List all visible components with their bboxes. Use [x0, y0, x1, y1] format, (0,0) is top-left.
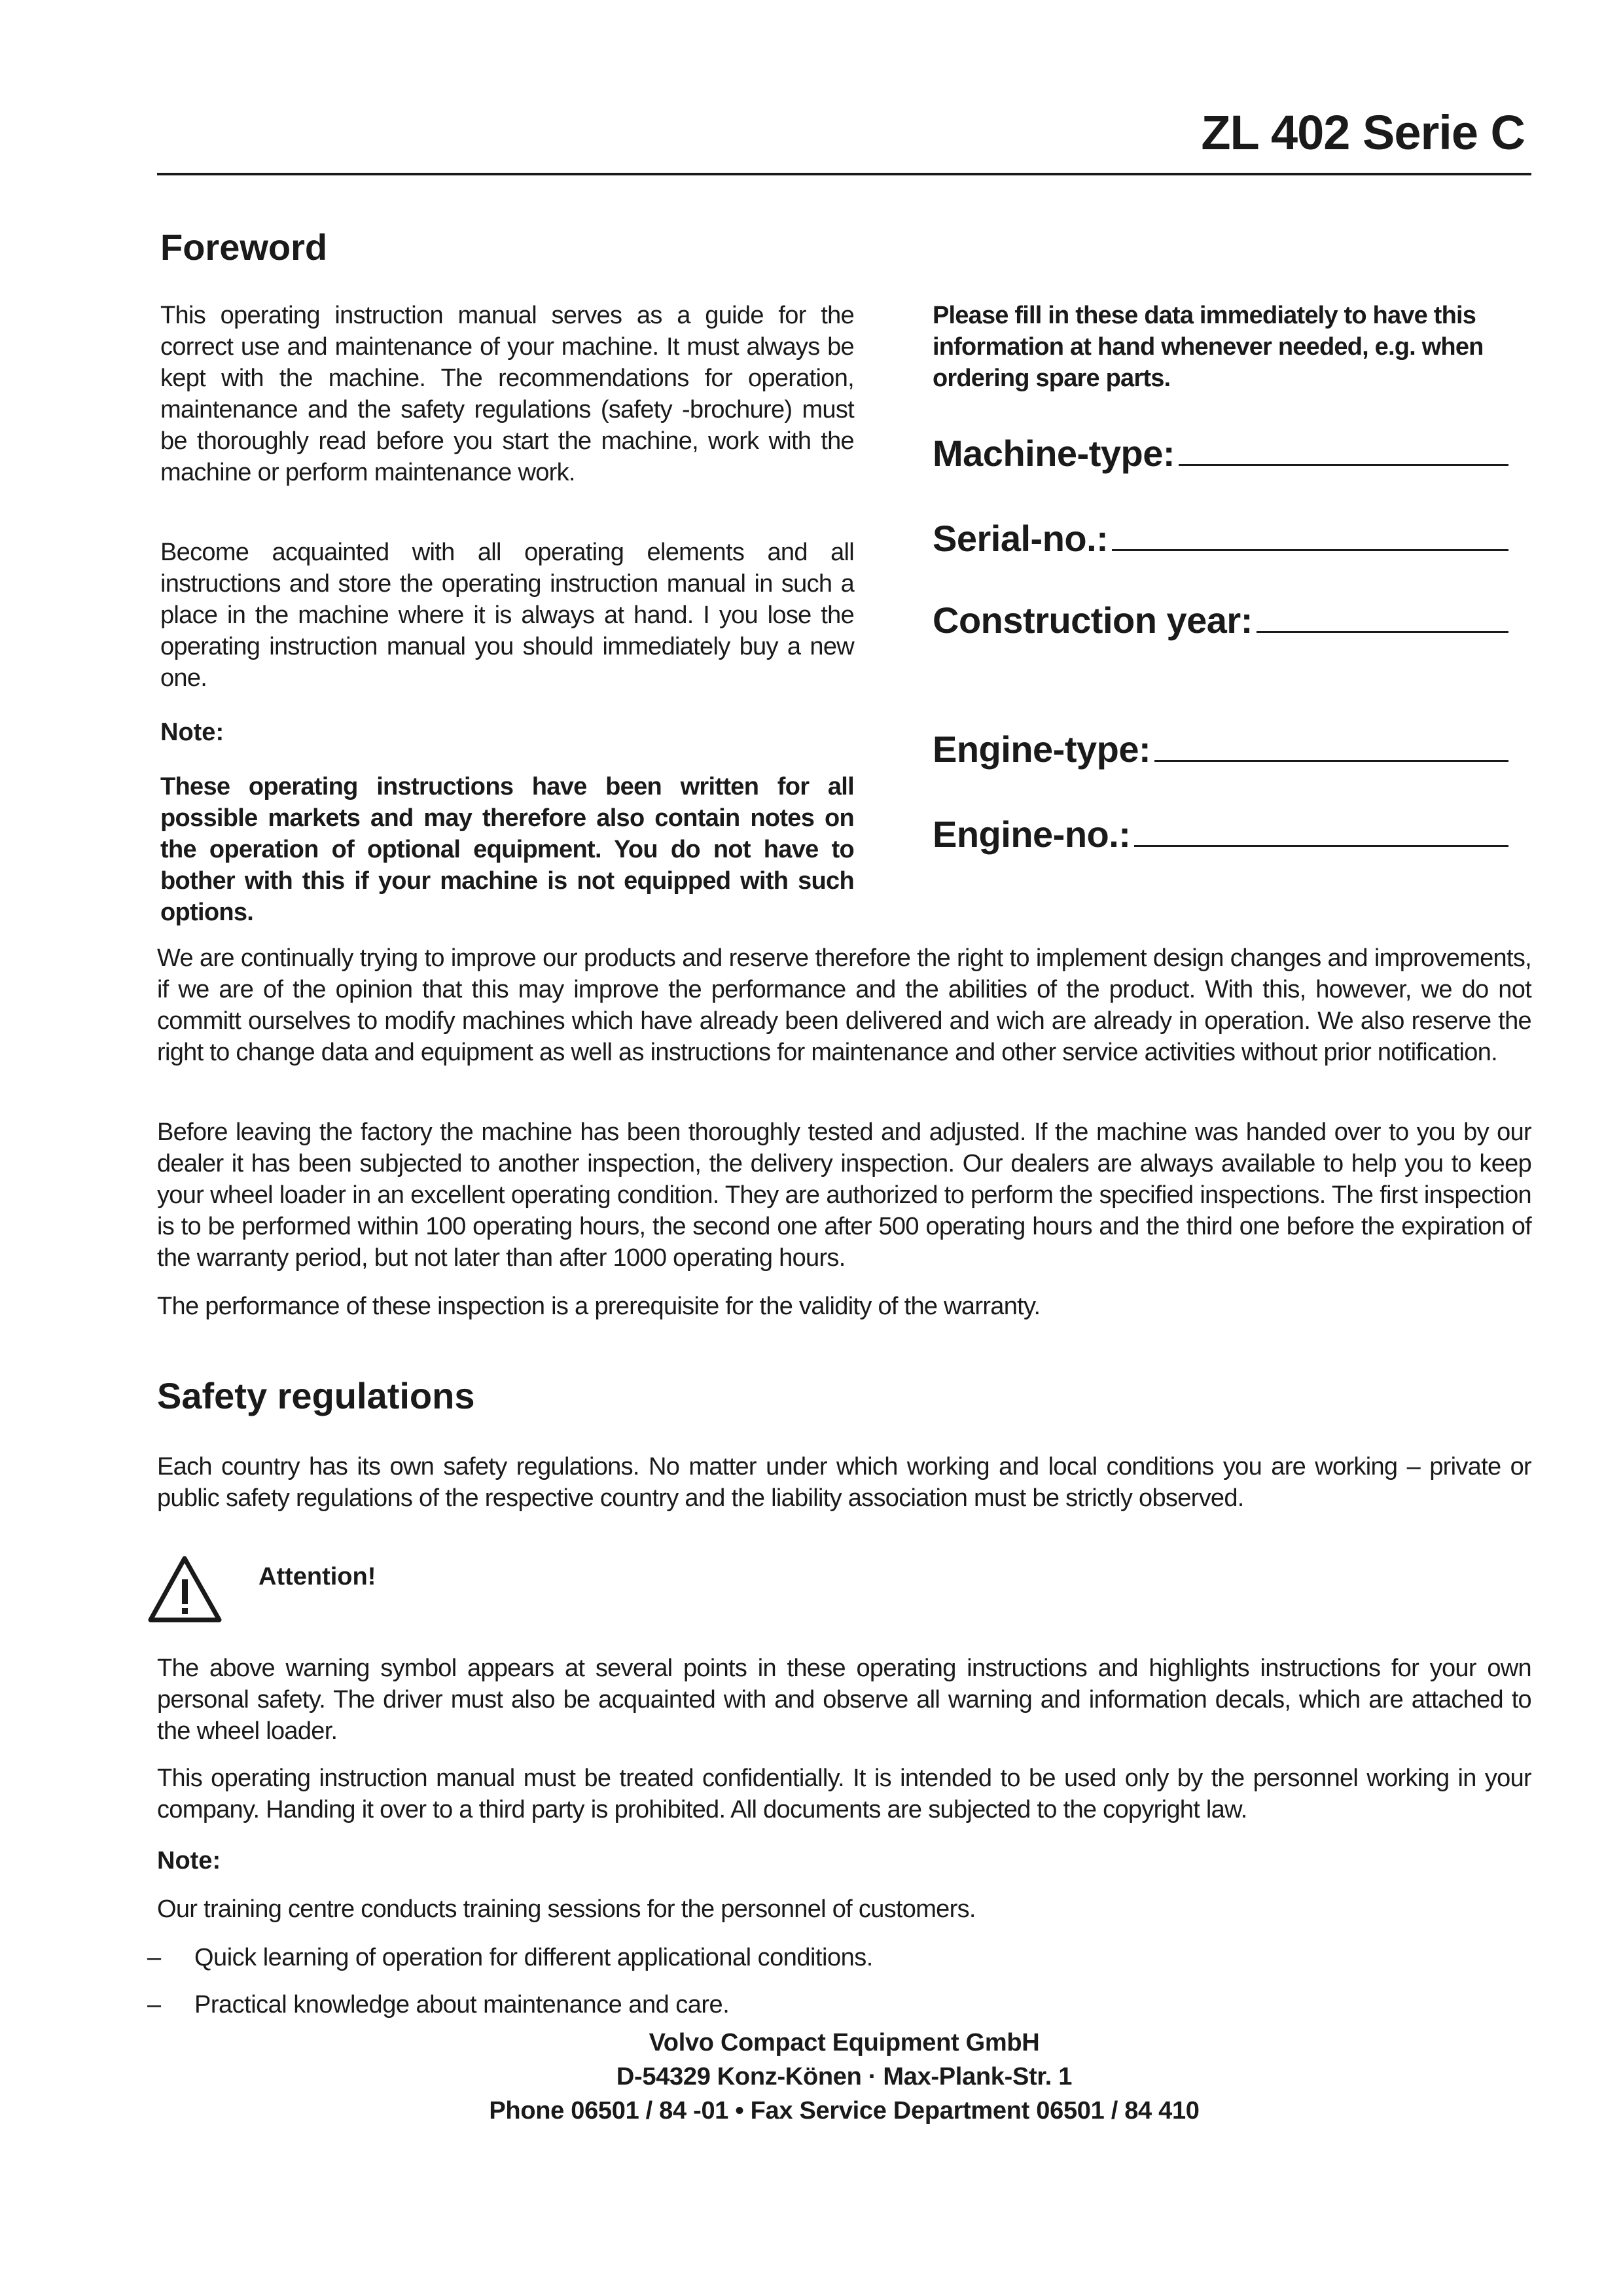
serial-no-blank-line: [1112, 548, 1508, 551]
attention-label: Attention!: [259, 1563, 376, 1590]
factory-inspection-paragraph: Before leaving the factory the machine has been thoroughly tested and adjusted. If the machine was handed over to you by our dealer it has been subjected to another inspection, the delivery inspection. Our dealers are always available to help you to keep your wheel loader in an excellent operating condition. They are authorized to perform the specified inspections. The first inspection is to be performed within 100 operating hours, the second one after 500 operating hours and the third one before the expiration of the warranty period, but not later than after 1000 operating hours.: [157, 1119, 1531, 1272]
list-item: [147, 1989, 1522, 2020]
list-item-text: Quick learning of operation for different applicational conditions.: [194, 1944, 873, 1971]
list-dash: –: [147, 1991, 161, 2018]
foreword-note-text: These operating instructions have been written for all possible markets and may therefore also contain notes on the operation of optional equipment. You do not have to bother with this if your machine is not equipped with such options.: [160, 773, 854, 926]
data-form-intro: Please fill in these data immediately to have this information at hand whenever needed, e.g. when ordering spare parts.: [933, 302, 1484, 392]
warning-triangle-icon: [147, 1554, 223, 1623]
foreword-paragraph-2: Become acquainted with all operating elements and all instructions and store the operating instruction manual in such a place in the machine where it is always at hand. I you lose the operating instruction manual you should immediately buy a new one.: [160, 539, 854, 692]
machine-type-field[interactable]: [933, 432, 1508, 475]
foreword-paragraph-1: This operating instruction manual serves as a guide for the correct use and maintenance of your machine. It must always be kept with the machine. The recommendations for operation, maintenance and the safety regulations (safety -brochure) must be thoroughly read before you start the machine, work with the machine or perform maintenance work.: [160, 302, 854, 486]
list-item-text: Practical knowledge about maintenance and care.: [194, 1991, 730, 2018]
construction-year-field[interactable]: [933, 599, 1508, 641]
warranty-paragraph: The performance of these inspection is a prerequisite for the validity of the warranty.: [157, 1293, 1041, 1320]
list-dash: –: [147, 1944, 161, 1971]
training-intro: Our training centre conducts training sessions for the personnel of customers.: [157, 1895, 976, 1923]
serial-no-label: Serial-no.:: [933, 518, 1109, 559]
document-title: ZL 402 Serie C: [1201, 105, 1525, 160]
machine-type-blank-line: [1179, 463, 1508, 466]
engine-type-blank-line: [1154, 759, 1508, 762]
machine-type-label: Machine-type:: [933, 433, 1175, 474]
serial-no-field[interactable]: [933, 517, 1508, 560]
safety-heading: Safety regulations: [157, 1375, 475, 1416]
engine-type-field[interactable]: [933, 728, 1508, 770]
warning-symbol-paragraph: The above warning symbol appears at several points in these operating instructions and highlights instructions for your own personal safety. The driver must also be acquainted with and observe all warning and information decals, which are attached to the wheel loader.: [157, 1655, 1531, 1745]
foreword-note-label: Note:: [160, 719, 224, 746]
construction-year-label: Construction year:: [933, 600, 1253, 641]
footer-company: Volvo Compact Equipment GmbH: [649, 2029, 1040, 2056]
engine-no-label: Engine-no.:: [933, 814, 1131, 855]
safety-paragraph: Each country has its own safety regulations. No matter under which working and local conditions you are working – private or public safety regulations of the respective country and the liability association must be strictly observed.: [157, 1453, 1531, 1512]
footer-phone: Phone 06501 / 84 -01 • Fax Service Department 06501 / 84 410: [489, 2097, 1200, 2125]
foreword-heading: Foreword: [160, 226, 328, 268]
list-item: [147, 1942, 1522, 1973]
engine-type-label: Engine-type:: [933, 728, 1151, 770]
improvement-paragraph: We are continually trying to improve our products and reserve therefore the right to implement design changes and improvements, if we are of the opinion that this may improve the performance and the abilities of the product. With this, however, we do not committ ourselves to modify machines which have already been delivered and wich are already in operation. We also reserve the right to change data and equipment as well as instructions for maintenance and other service activities without prior notification.: [157, 944, 1531, 1066]
construction-year-blank-line: [1257, 630, 1508, 633]
safety-note-label: Note:: [157, 1847, 221, 1874]
footer-address: D-54329 Konz-Könen · Max-Plank-Str. 1: [616, 2063, 1073, 2090]
header-divider: [157, 173, 1531, 175]
confidentiality-paragraph: This operating instruction manual must be treated confidentially. It is intended to be used only by the personnel working in your company. Handing it over to a third party is prohibited. All documents are subjected to the copyright law.: [157, 1765, 1531, 1823]
engine-no-field[interactable]: [933, 813, 1508, 855]
engine-no-blank-line: [1134, 844, 1508, 847]
